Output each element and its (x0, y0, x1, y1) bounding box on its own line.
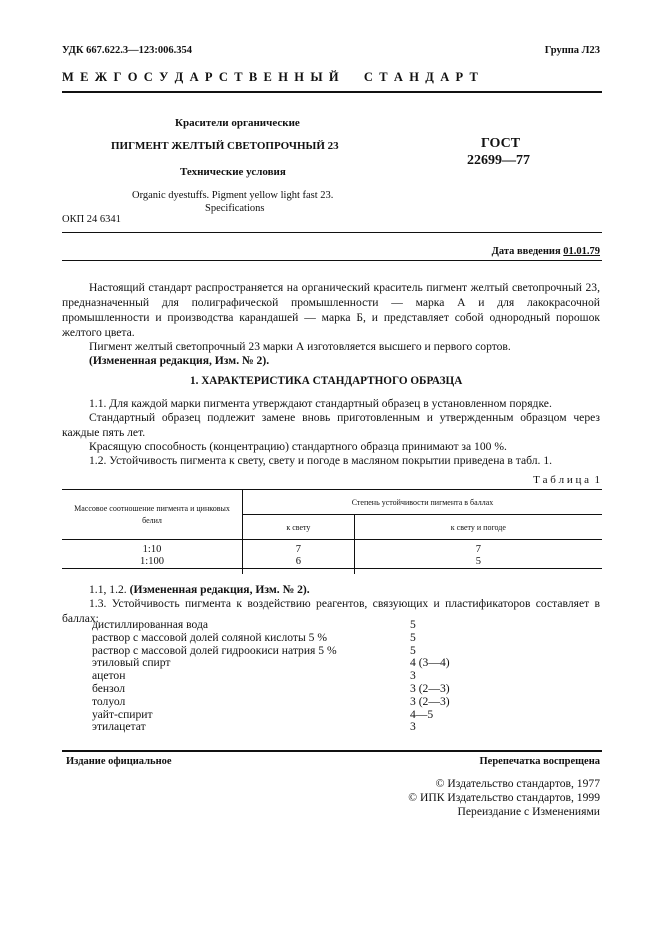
gost-label: ГОСТ (481, 136, 521, 151)
group-code: Группа Л23 (544, 45, 600, 56)
clause-1-3: 1.3. Устойчивость пигмента к воздействию реагентов, связующих и пластификаторов составляет в баллах: (62, 597, 600, 625)
intro-amendment: (Измененная редакция, Изм. № 2). (89, 354, 270, 367)
table1-cell-ratio: 1:100 (62, 556, 243, 574)
table1-col-weather-header: к свету и погоде (450, 522, 506, 532)
clause-1-2: 1.2. Устойчивость пигмента к свету, свету и погоде в масляном покрытии приведена в табл. 1. (89, 454, 553, 467)
table1-cell-light: 6 (243, 556, 355, 574)
table1-caption: Т а б л и ц а 1 (533, 474, 600, 486)
clause-1-1: 1.1. Для каждой марки пигмента утверждают стандартный образец в установленном порядке. (89, 397, 552, 410)
date-rule (62, 260, 602, 261)
intro-date-label: Дата введения (491, 246, 561, 257)
copyright-block (408, 777, 600, 819)
reagent-value: 3 (2—3) (410, 694, 450, 708)
okp-code: ОКП 24 6341 (62, 214, 121, 225)
clause-amendment-2 (62, 582, 600, 597)
table1-group-header: Степень устойчивости пигмента в баллах (243, 490, 603, 515)
table1-cell-weather: 7 (354, 540, 602, 557)
list-item (92, 657, 512, 670)
reissue-note: Переиздание с Изменениями (457, 805, 600, 818)
table1-cell-weather: 5 (475, 556, 481, 567)
english-title-line1: Organic dyestuffs. Pigment yellow light fast 23. (132, 190, 334, 201)
table1-bottom-rule (62, 568, 602, 569)
english-title-line2: Specifications (205, 203, 265, 214)
list-item (92, 709, 512, 722)
table1-col-ratio-header (62, 490, 243, 540)
reagent-name: этиловый спирт (92, 656, 171, 670)
table-row (62, 540, 602, 557)
table1-cell-light: 7 (243, 540, 355, 557)
intro-paragraph-2: Пигмент желтый светопрочный 23 марки А изготовляется высшего и первого сортов. (89, 340, 511, 353)
amendment-prefix: 1.1, 1.2. (89, 583, 127, 596)
top-rule (62, 91, 602, 93)
intro-date (492, 246, 600, 257)
reprint-prohibited: Перепечатка воспрещена (479, 756, 600, 767)
table1 (62, 490, 602, 574)
reagent-name: уайт-спирит (92, 707, 153, 721)
table1-cell-ratio: 1:10 (62, 540, 243, 557)
intro-date-value: 01.01.79 (563, 246, 600, 257)
reagent-value: 5 (410, 618, 416, 631)
reagent-name: раствор с массовой долей гидроокиси натрия 5 % (92, 643, 337, 657)
gost-number: 22699—77 (467, 153, 530, 168)
reagent-name: этилацетат (92, 720, 146, 734)
list-item (92, 721, 512, 734)
reagent-value: 3 (410, 720, 416, 734)
clause-1-1-replacement: Стандартный образец подлежит замене вновь приготовленным и утвержденным образцом через каждые пять лет. (62, 411, 600, 439)
reagent-value: 5 (410, 630, 416, 644)
category-label: Красители органические (175, 117, 300, 129)
table1-col-light-header: к свету (243, 515, 355, 540)
list-item (92, 619, 512, 632)
title-rule (62, 232, 602, 233)
table1-col-ratio-text: Массовое соотношение пигмента и цинковых белил (74, 503, 230, 525)
list-item (92, 696, 512, 709)
reagent-value: 3 (2—3) (410, 681, 450, 695)
standard-banner: М Е Ж Г О С У Д А Р С Т В Е Н Н Ы Й С Т А Н Д А Р Т (62, 70, 480, 84)
amendment-text: (Измененная редакция, Изм. № 2). (129, 583, 310, 596)
document-title: ПИГМЕНТ ЖЕЛТЫЙ СВЕТОПРОЧНЫЙ 23 (111, 140, 339, 152)
reagent-value: 3 (410, 669, 416, 683)
copyright-line-1: © Издательство стандартов, 1977 (435, 777, 600, 790)
reagent-name: ацетон (92, 669, 126, 683)
list-item (92, 632, 512, 645)
udk-code: УДК 667.622.3—123:006.354 (62, 45, 192, 56)
reagent-value: 4—5 (410, 707, 434, 721)
intro-paragraph-1: Настоящий стандарт распространяется на органический краситель пигмент желтый светопрочный 23, предназначенный для полиграфической промышленности — марка А и для лакокрасочной промышленности и производства карандашей — марка Б, и представляет собой однородный порошок желтого цвета. (62, 281, 600, 339)
clause-1-1-strength: Красящую способность (концентрацию) стандартного образца принимают за 100 %. (89, 440, 507, 453)
copyright-line-2: © ИПК Издательство стандартов, 1999 (408, 791, 600, 804)
list-item (92, 683, 512, 696)
official-edition: Издание официальное (66, 756, 172, 767)
reagent-value: 4 (3—4) (410, 656, 450, 670)
document-subtitle: Технические условия (180, 166, 286, 178)
reagents-list (92, 619, 512, 734)
reagent-name: раствор с массовой долей соляной кислоты 5 % (92, 630, 327, 644)
section1-heading: 1. ХАРАКТЕРИСТИКА СТАНДАРТНОГО ОБРАЗЦА (190, 375, 463, 387)
reagent-name: дистиллированная вода (92, 618, 209, 631)
footer-rule (62, 750, 602, 752)
reagent-value: 5 (410, 643, 416, 657)
table-row (62, 556, 602, 574)
reagent-name: толуол (92, 694, 126, 708)
reagent-name: бензол (92, 681, 126, 695)
